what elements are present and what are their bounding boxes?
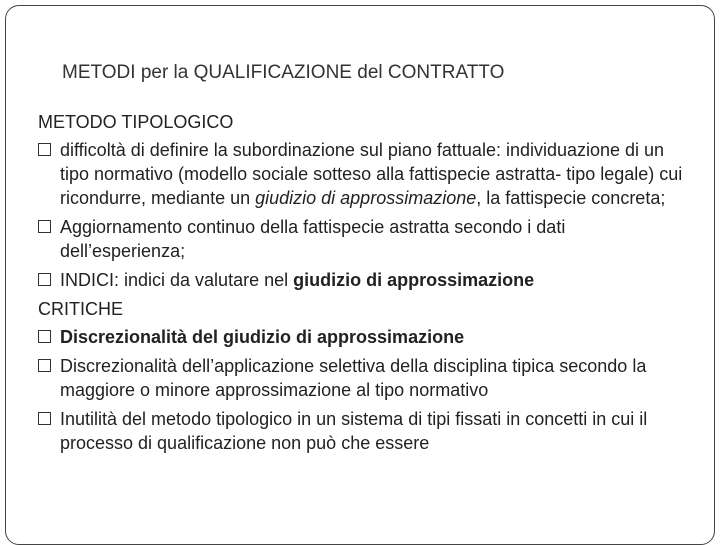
checkbox-bullet-icon	[38, 220, 51, 233]
bullet-text-italic: giudizio di approssimazione	[255, 188, 477, 208]
section-heading-metodo-tipologico: METODO TIPOLOGICO	[38, 112, 234, 132]
checkbox-bullet-icon	[38, 359, 51, 372]
bullet-discrezionalita-applicazione	[38, 354, 688, 402]
bullet-discrezionalita-giudizio	[38, 325, 688, 349]
bullet-text: Aggiornamento continuo della fattispecie astratta secondo i dati dell’esperienza;	[60, 217, 566, 261]
bullet-inutilita	[38, 407, 688, 455]
bullet-indici	[38, 268, 688, 292]
checkbox-bullet-icon	[38, 273, 51, 286]
checkbox-bullet-icon	[38, 330, 51, 343]
checkbox-bullet-icon	[38, 143, 51, 156]
bullet-text: Inutilità del metodo tipologico in un sistema di tipi fissati in concetti in cui il processo di qualificazione non può che essere	[60, 409, 648, 453]
slide-content	[38, 110, 688, 460]
section-heading-critiche: CRITICHE	[38, 299, 123, 319]
bullet-text: INDICI: indici da valutare nel	[60, 270, 294, 290]
slide-title: METODI per la QUALIFICAZIONE del CONTRATTO	[62, 62, 505, 83]
bullet-text: , la fattispecie concreta;	[476, 188, 666, 208]
checkbox-bullet-icon	[38, 412, 51, 425]
bullet-difficolta	[38, 138, 688, 210]
bullet-aggiornamento	[38, 215, 688, 263]
bullet-text-bold: giudizio di approssimazione	[293, 270, 535, 290]
bullet-text: Discrezionalità dell’applicazione selettiva della disciplina tipica secondo la maggiore o minore approssimazione al tipo normativo	[60, 356, 647, 400]
bullet-text-bold: Discrezionalità del giudizio di approssimazione	[60, 327, 465, 347]
bullet-text: difficoltà di definire la subordinazione sul piano fattuale: individuazione di un tipo normativo (modello sociale sotteso alla fattispecie astratta- tipo legale) cui ricondurre, mediante un	[60, 140, 683, 208]
